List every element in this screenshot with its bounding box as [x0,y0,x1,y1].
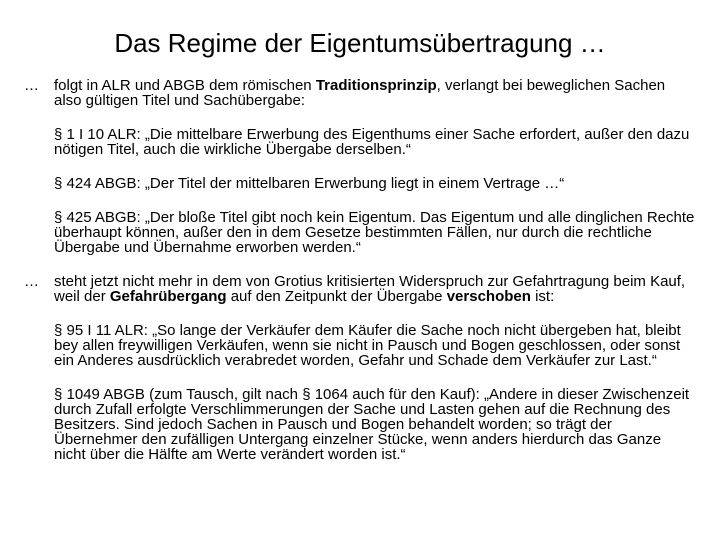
ellipsis-bullet-marker: … [24,77,39,94]
bullet-text [54,274,696,304]
bold-term-verschoben: verschoben [446,288,531,305]
slide-title: Das Regime der Eigentumsübertragung … [114,28,606,58]
quote-1-1: § 1 I 10 ALR: „Die mittelbare Erwerbung des Eigenthums einer Sache erfordert, außer den dazu nötigen Titel, auch die wirkliche Übergabe derselben.“ [54,126,690,158]
quote-2-1: § 95 I 11 ALR: „So lange der Verkäufer dem Käufer die Sache noch nicht übergeben hat, bleibt bey allen freywilligen Verkäufen, wenn sie nicht in Pausch und Bogen geschlossen, oder sonst ein Anderes ausdrücklich verabredet worden, Gefahr und Schade dem Verkäufer zur Last.“ [54,322,681,369]
ellipsis-bullet-marker: … [24,273,39,290]
bullet-1 [24,78,696,108]
slide-content [24,78,696,481]
bullet-text-part: steht jetzt nicht mehr in dem von Grotius kritisierten Widerspruch zur Gefahrtragung beim Kauf, weil der [54,273,686,305]
quote-1-3: § 425 ABGB: „Der bloße Titel gibt noch kein Eigentum. Das Eigentum und alle dinglichen Rechte überhaupt können, außer den in dem Gesetze bestimmten Fällen, nur durch die rechtliche Übergabe und Übernahme erworben werden.“ [54,209,695,256]
quote-1-2: § 424 ABGB: „Der Titel der mittelbaren Erwerbung liegt in einem Vertrage …“ [54,175,565,192]
bullet-text-part: folgt in ALR und ABGB dem römischen [54,77,316,94]
bullet-text-part: ist: [530,288,555,305]
bullet-text-part: , verlangt bei beweglichen Sachen also gültigen Titel und Sachübergabe: [54,77,666,109]
bullet-text-part: auf den Zeitpunkt der Übergabe [226,288,447,305]
bold-term-traditionsprinzip: Traditionsprinzip [315,77,437,94]
bold-term-gefahruebergang: Gefahrübergang [109,288,227,305]
bullet-text [54,78,696,108]
bullet-2 [24,274,696,304]
quote-2-2: § 1049 ABGB (zum Tausch, gilt nach § 1064 auch für den Kauf): „Andere in dieser Zwischenzeit durch Zufall erfolgte Verschlimmerungen der Sache und Lasten gehen auf die Rechnung des Besitzers. Sind jedoch Sachen in Pausch und Bogen behandelt worden; so trägt der Übernehmer den zufälligen Untergang einzelner Stücke, wenn anders hierdurch das Ganze nicht über die Hälfte am Werte verändert worden ist.“ [54,386,690,463]
